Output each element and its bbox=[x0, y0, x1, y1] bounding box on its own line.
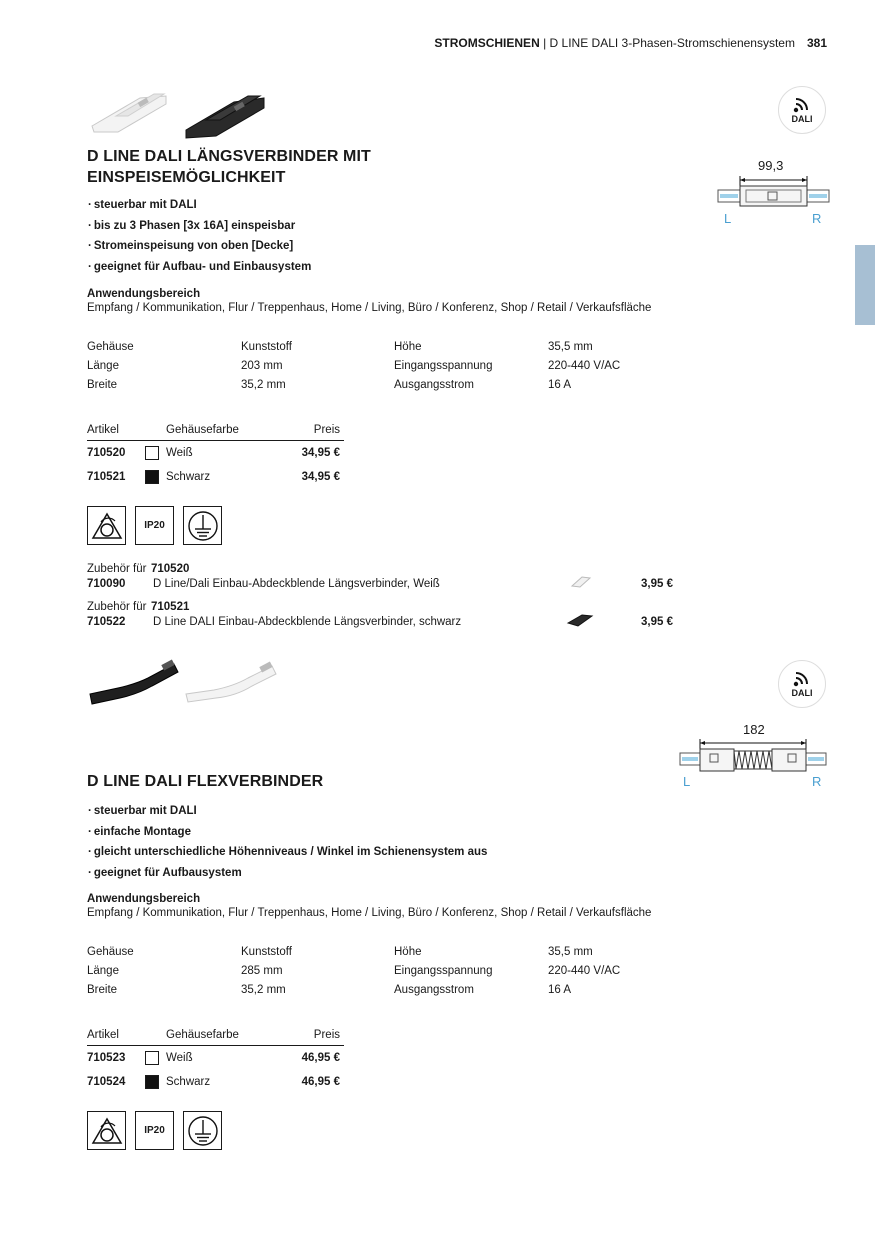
header-subtitle: D LINE DALI 3-Phasen-Stromschienensystem bbox=[549, 36, 795, 50]
accessory-price: 3,95 € bbox=[641, 616, 673, 628]
feature-item: · Stromeinspeisung von oben [Decke] bbox=[88, 236, 311, 257]
page-number: 381 bbox=[806, 36, 827, 50]
article-color: Schwarz bbox=[166, 1076, 211, 1088]
article-table-header bbox=[87, 420, 344, 441]
article-color: Schwarz bbox=[166, 471, 211, 483]
black-flex-connector-image bbox=[90, 660, 178, 704]
table-row bbox=[87, 1070, 344, 1094]
table-row bbox=[87, 465, 344, 489]
ip20-icon bbox=[135, 1111, 174, 1150]
spec-table bbox=[87, 943, 727, 1000]
dali-badge bbox=[778, 660, 826, 708]
right-label: R bbox=[812, 211, 822, 226]
spec-table bbox=[87, 338, 727, 395]
ip20-icon bbox=[135, 506, 174, 545]
accessory-description: D Line DALI Einbau-Abdeckblende Längsverbinder, schwarz bbox=[153, 616, 462, 628]
application-label: Anwendungsbereich bbox=[87, 893, 201, 905]
product-title bbox=[87, 146, 371, 188]
ip-rating-label: IP20 bbox=[144, 520, 165, 531]
dimension-label: 99,3 bbox=[758, 158, 784, 173]
spec-label: Höhe bbox=[394, 341, 422, 353]
dali-signal-icon bbox=[791, 670, 813, 688]
article-number: 710523 bbox=[87, 1052, 126, 1064]
product-title-line1: D LINE DALI LÄNGSVERBINDER MIT bbox=[87, 148, 371, 165]
header-article: Artikel bbox=[87, 1029, 119, 1041]
accessory-description: D Line/Dali Einbau-Abdeckblende Längsverbinder, Weiß bbox=[153, 578, 440, 590]
dimension-drawing bbox=[716, 172, 831, 216]
accessory-for-article: 710521 bbox=[151, 601, 190, 613]
application-text: Empfang / Kommunikation, Flur / Treppenhaus, Home / Living, Büro / Konferenz, Shop / Retail / Verkaufsfläche bbox=[87, 302, 652, 314]
color-swatch-white bbox=[145, 446, 159, 460]
spec-row bbox=[87, 943, 727, 962]
feature-item: · steuerbar mit DALI bbox=[88, 195, 311, 216]
spec-label: Gehäuse bbox=[87, 946, 134, 958]
feature-item: · gleicht unterschiedliche Höhenniveaus / Winkel im Schienensystem aus bbox=[88, 842, 487, 863]
spec-row bbox=[87, 962, 727, 981]
feature-list bbox=[88, 195, 311, 277]
product-title bbox=[87, 771, 323, 792]
spec-value: 16 A bbox=[548, 984, 572, 996]
feature-item: · geeignet für Aufbau- und Einbausystem bbox=[88, 257, 311, 278]
application-text: Empfang / Kommunikation, Flur / Treppenhaus, Home / Living, Büro / Konferenz, Shop / Retail / Verkaufsfläche bbox=[87, 907, 652, 919]
spec-label: Ausgangsstrom bbox=[394, 379, 474, 391]
article-price: 34,95 € bbox=[301, 447, 340, 459]
white-flex-connector-image bbox=[186, 662, 276, 702]
black-connector-image bbox=[186, 96, 264, 138]
spec-row bbox=[87, 357, 727, 376]
page-header bbox=[434, 36, 827, 50]
feature-item: · bis zu 3 Phasen [3x 16A] einspeisbar bbox=[88, 216, 311, 237]
header-section: STROMSCHIENEN bbox=[434, 36, 540, 50]
article-table-header bbox=[87, 1025, 344, 1046]
accessory-image-white bbox=[570, 574, 592, 590]
spec-value: Kunststoff bbox=[241, 341, 292, 353]
chapter-tab bbox=[855, 245, 875, 325]
accessory-for-article: 710520 bbox=[151, 563, 190, 575]
spec-label: Eingangsspannung bbox=[394, 360, 493, 372]
dali-badge bbox=[778, 86, 826, 134]
spec-label: Eingangsspannung bbox=[394, 965, 493, 977]
rotation-icon bbox=[87, 1111, 126, 1150]
spec-label: Ausgangsstrom bbox=[394, 984, 474, 996]
table-row bbox=[87, 1046, 344, 1070]
spec-label: Länge bbox=[87, 965, 119, 977]
article-color: Weiß bbox=[166, 1052, 193, 1064]
product-title-line2: EINSPEISEMÖGLICHKEIT bbox=[87, 169, 286, 186]
feature-item: · einfache Montage bbox=[88, 822, 487, 843]
spec-row bbox=[87, 376, 727, 395]
spec-value: 220-440 V/AC bbox=[548, 965, 621, 977]
spec-row bbox=[87, 981, 727, 1000]
article-number: 710520 bbox=[87, 447, 126, 459]
header-color: Gehäusefarbe bbox=[166, 424, 239, 436]
spec-label: Breite bbox=[87, 984, 118, 996]
article-price: 46,95 € bbox=[301, 1052, 340, 1064]
dimension-label: 182 bbox=[743, 722, 765, 737]
certification-icons bbox=[87, 506, 222, 545]
spec-value: 35,5 mm bbox=[548, 341, 593, 353]
spec-label: Höhe bbox=[394, 946, 422, 958]
application-label: Anwendungsbereich bbox=[87, 288, 201, 300]
product-image-straight-connectors bbox=[88, 86, 273, 140]
left-label: L bbox=[724, 211, 732, 226]
rotation-icon bbox=[87, 506, 126, 545]
protection-class-icon bbox=[183, 506, 222, 545]
article-table bbox=[87, 420, 344, 489]
color-swatch-white bbox=[145, 1051, 159, 1065]
spec-label: Gehäuse bbox=[87, 341, 134, 353]
spec-value: 220-440 V/AC bbox=[548, 360, 621, 372]
spec-value: 203 mm bbox=[241, 360, 283, 372]
protection-class-icon bbox=[183, 1111, 222, 1150]
accessory-number: 710090 bbox=[87, 578, 126, 590]
spec-value: 35,2 mm bbox=[241, 379, 286, 391]
article-table bbox=[87, 1025, 344, 1094]
spec-label: Länge bbox=[87, 360, 119, 372]
white-connector-image bbox=[92, 94, 166, 132]
color-swatch-black bbox=[145, 470, 159, 484]
article-number: 710521 bbox=[87, 471, 126, 483]
header-article: Artikel bbox=[87, 424, 119, 436]
right-label: R bbox=[812, 774, 822, 789]
accessory-for-label: Zubehör für bbox=[87, 601, 147, 613]
certification-icons bbox=[87, 1111, 222, 1150]
color-swatch-black bbox=[145, 1075, 159, 1089]
dali-badge-label: DALI bbox=[791, 114, 813, 124]
dimension-drawing bbox=[678, 737, 828, 779]
product-title-line1: D LINE DALI FLEXVERBINDER bbox=[87, 773, 324, 790]
table-row bbox=[87, 441, 344, 465]
accessory-number: 710522 bbox=[87, 616, 126, 628]
ip-rating-label: IP20 bbox=[144, 1125, 165, 1136]
spec-value: 35,2 mm bbox=[241, 984, 286, 996]
accessory-for-label: Zubehör für bbox=[87, 563, 147, 575]
header-separator: | bbox=[539, 36, 550, 50]
feature-item: · steuerbar mit DALI bbox=[88, 801, 487, 822]
header-price: Preis bbox=[313, 1029, 340, 1041]
spec-value: Kunststoff bbox=[241, 946, 292, 958]
spec-value: 285 mm bbox=[241, 965, 283, 977]
product-image-flex-connectors bbox=[88, 656, 283, 708]
spec-value: 35,5 mm bbox=[548, 946, 593, 958]
header-color: Gehäusefarbe bbox=[166, 1029, 239, 1041]
feature-item: · geeignet für Aufbausystem bbox=[88, 863, 487, 884]
feature-list bbox=[88, 801, 487, 883]
spec-label: Breite bbox=[87, 379, 118, 391]
article-price: 46,95 € bbox=[301, 1076, 340, 1088]
accessory-image-black bbox=[566, 611, 594, 629]
left-label: L bbox=[683, 774, 691, 789]
spec-value: 16 A bbox=[548, 379, 572, 391]
dali-signal-icon bbox=[791, 96, 813, 114]
header-price: Preis bbox=[313, 424, 340, 436]
article-price: 34,95 € bbox=[301, 471, 340, 483]
spec-row bbox=[87, 338, 727, 357]
article-color: Weiß bbox=[166, 447, 193, 459]
accessory-price: 3,95 € bbox=[641, 578, 673, 590]
article-number: 710524 bbox=[87, 1076, 126, 1088]
dali-badge-label: DALI bbox=[791, 688, 813, 698]
